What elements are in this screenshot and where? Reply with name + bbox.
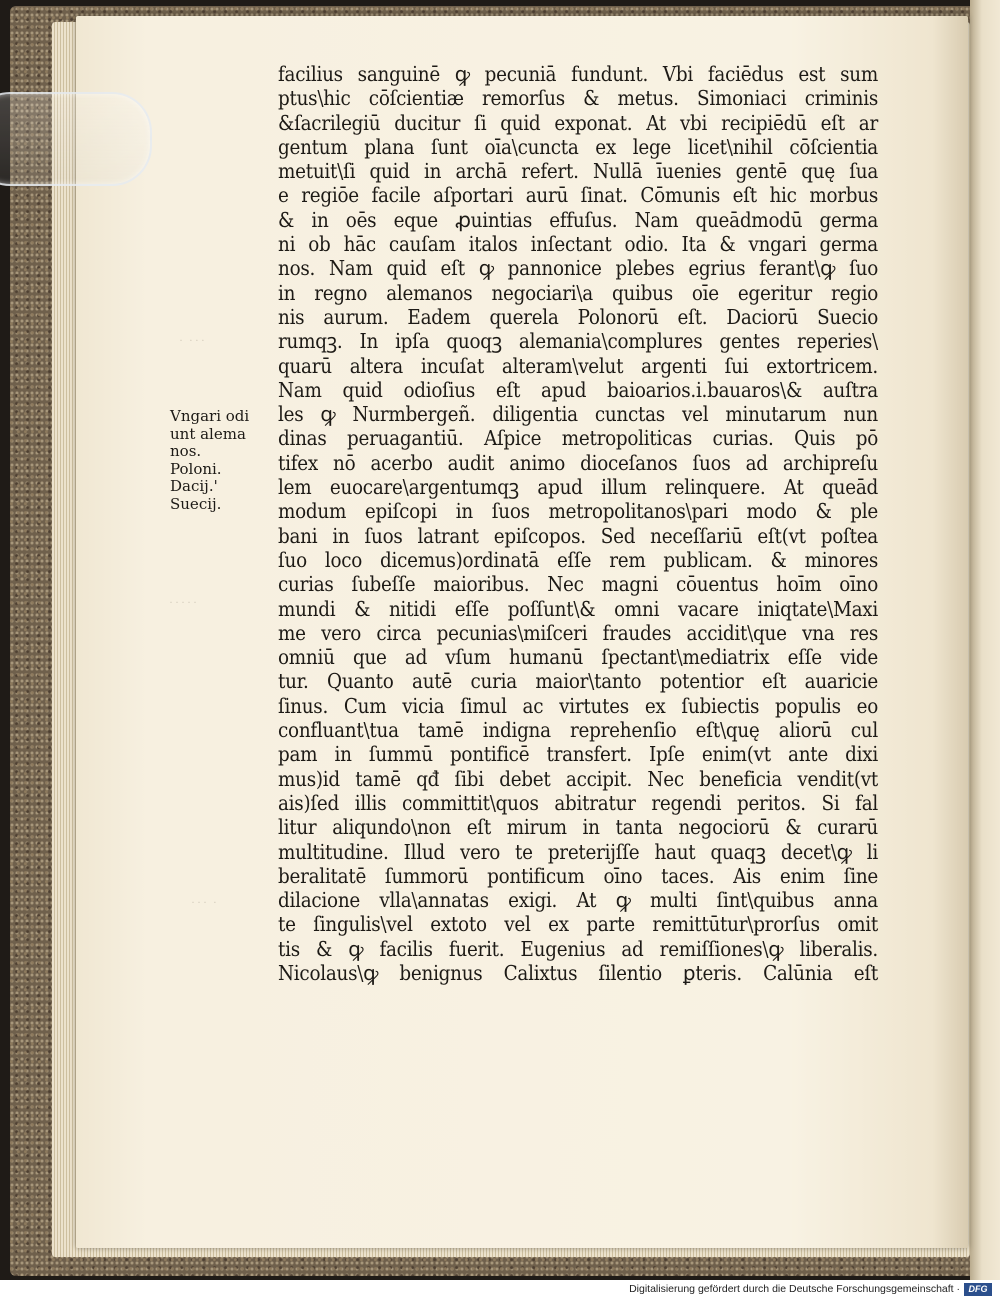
text-line: gentum plana ſunt oīa\cuncta ex lege licet\nihil cōſcientia [278,134,878,159]
text-line: facilius sanguinē ꝙ pecuniā fundunt. Vbi faciēdus est sum [278,62,878,86]
text-line: mus)id tamē qđ ſibi debet accipit. Nec beneficia vendit(vt [278,766,878,791]
text-line: beralitatē ſummorū pontificum oīno taces. Ais enim ſine [278,863,878,888]
text-line: nis aurum. Eadem querela Polonorū eſt. Daciorū Suecio [278,304,878,329]
text-line: mundi & nitidi eſſe poſſunt\& omni vacare iniqtate\Maxi [278,596,878,621]
dfg-logo: DFG [964,1283,992,1296]
text-line: & in oēs eque ꝓuintias effuſus. Nam queādmodū germa [278,207,878,232]
margin-note-line: Poloni. [170,459,222,478]
margin-note-line: Vngari odi [170,407,250,425]
text-line: dinas peruagantiū. Aſpice metropoliticas curias. Quis pō [278,426,878,451]
text-line: Nicolaus\ꝙ benignus Calixtus ſilentio ꝑteris. Calūnia eſt [278,960,878,985]
text-line: te ſingulis\vel extoto vel ex parte remittūtur\prorſus omit [278,912,878,937]
margin-note-line: Dacij.' [170,477,218,495]
main-text-block [278,62,878,985]
margin-note-line: nos. [170,442,202,460]
text-line: e regiōe facile aſportari aurū ſinat. Cōmunis eſt hic morbus [278,183,878,208]
text-line: pam in ſummū pontificē transfert. Ipſe enim(vt ante dixi [278,742,878,767]
text-line: dilacione vlla\annatas exigi. At ꝙ multi ſint\quibus anna [278,888,878,913]
text-line: ſuo loco dicemus)ordinatā eſſe rem publicam. & minores [278,547,878,572]
footer-credit: Digitalisierung gefördert durch die Deutsche Forschungsgemeinschaft · [629,1283,960,1295]
text-line: lem euocare\argentumqꝫ apud illum relinquere. At queād [278,475,878,500]
page-holder-clip [0,92,152,186]
text-line: tur. Quanto autē curia maior\tanto potentior eſt auaricie [278,669,878,694]
text-line: rumqꝫ. In ipſa quoqꝫ alemania\complures gentes reperies\ [278,329,878,354]
bleed-through-mark: ˙˙˙˙˙ [168,600,198,614]
bleed-through-mark: ˙ ˙˙˙ [178,338,206,352]
facing-page-edge [970,0,1000,1280]
text-line: Nam quid odioſius eſt apud baioarios.i.bauaros\& auſtra [278,377,878,402]
text-line: tifex nō acerbo audit animo dioceſanos ſuos ad archipreſu [278,450,878,475]
text-line: ni ob hāc cauſam italos inſectant odio. Ita & vngari germa [278,232,878,257]
text-line: omniū que ad vſum humanū ſpectant\mediatrix eſſe vide [278,645,878,670]
margin-note-line: Suecij. [170,494,222,513]
footer-bar [0,1280,1000,1300]
text-line: les ꝙ Nurmbergeñ. diligentia cunctas vel minutarum nun [278,402,878,427]
text-line: quarū altera incuſat alteram\velut argenti ſui extortricem. [278,353,878,378]
text-line: me vero circa pecunias\miſceri fraudes accidit\que vna res [278,620,878,645]
text-line: in regno alemanos negociari\a quibus oīe egeritur regio [278,280,878,305]
text-line: nos. Nam quid eſt ꝙ pannonice plebes egrius ferant\ꝙ ſuo [278,256,878,281]
text-line: ptus\hic cōſcientiæ remorſus & metus. Simoniaci criminis [278,86,878,111]
text-line: multitudine. Illud vero te preterijſſe haut quaqꝫ decet\ꝙ li [278,839,878,864]
margin-note-line: unt alema [170,424,246,443]
text-line: metuit\ſi quid in archā refert. Nullā īuenies gentē quę ſua [278,159,878,184]
text-line: confluant\tua tamē indigna reprehenſio eſt\quę aliorū cul [278,718,878,743]
text-line: ais)ſed illis committit\quos abitratur regendi peritos. Si fal [278,790,878,815]
margin-note [170,408,268,513]
text-line: bani in ſuos latrant epiſcopos. Sed neceſſariū eſt(vt poſtea [278,523,878,548]
text-line: tis & ꝙ facilis fuerit. Eugenius ad remiſſiones\ꝙ liberalis. [278,936,878,961]
text-line: &ſacrilegiū ducitur ſi quid exponat. At vbi recipiēdū eſt ar [278,110,878,135]
bleed-through-mark: ˙˙˙ ˙ [190,900,218,914]
text-line: litur aliqundo\non eſt mirum in tanta negociorū & curarū [278,815,878,840]
text-line: curias ſubeſſe maioribus. Nec magni cōuentus hoīm oīno [278,572,878,597]
text-line: ſinus. Cum vicia ſimul ac virtutes ex ſubiectis populis eo [278,693,878,718]
text-line: modum epiſcopi in ſuos metropolitanos\pari modo & ple [278,499,878,524]
